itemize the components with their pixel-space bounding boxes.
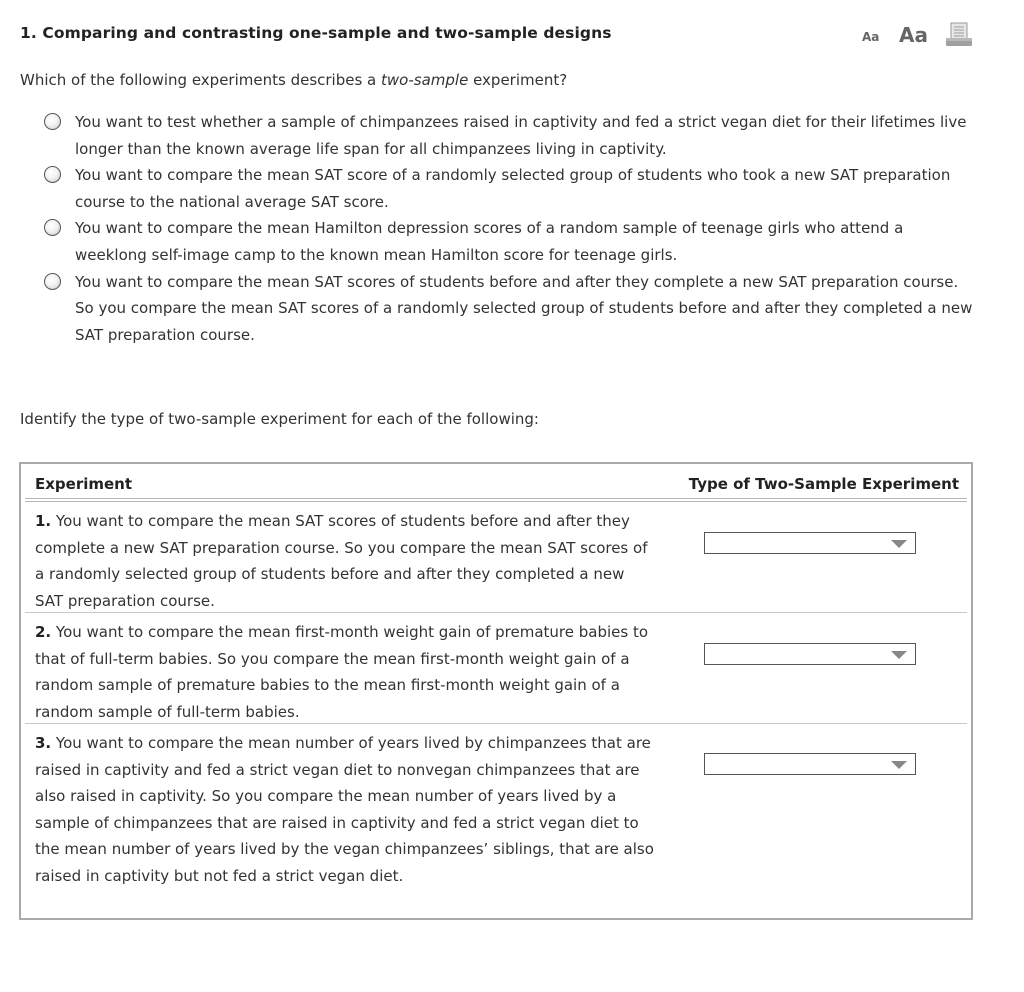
identify-prompt: Identify the type of two-sample experiment for each of the following: xyxy=(20,410,539,428)
experiment-cell: 1. You want to compare the mean SAT scores of students before and after they complete a new SAT preparation course. So you compare the mean SAT scores of a randomly selected group of students before and after they completed a new SAT preparation course. xyxy=(35,512,648,610)
increase-text-size-button[interactable]: Aa xyxy=(899,23,928,47)
experiment-cell: 2. You want to compare the mean first-month weight gain of premature babies to that of full-term babies. So you compare the mean first-month weight gain of a random sample of premature babies to the mean first-month weight gain of a random sample of full-term babies. xyxy=(35,623,649,721)
experiment-table xyxy=(19,462,973,920)
question-prompt: Which of the following experiments describes a two-sample experiment? xyxy=(20,71,568,89)
answer-options xyxy=(44,109,974,348)
decrease-text-size-button[interactable]: Aa xyxy=(862,30,880,44)
radio-button[interactable] xyxy=(44,273,61,290)
table-row xyxy=(25,613,967,723)
column-header-type: Type of Two-Sample Experiment xyxy=(688,475,959,493)
answer-option-text: You want to test whether a sample of chimpanzees raised in captivity and fed a strict vegan diet for their lifetimes live longer than the known average life span for all chimpanzees living in captivity. xyxy=(75,113,967,158)
chevron-down-icon xyxy=(891,651,907,659)
answer-option[interactable] xyxy=(44,215,974,268)
answer-option-text: You want to compare the mean SAT score of a randomly selected group of students who took a new SAT preparation course to the national average SAT score. xyxy=(75,166,951,211)
type-dropdown-3[interactable] xyxy=(704,753,916,775)
question-title: 1. Comparing and contrasting one-sample and two-sample designs xyxy=(20,24,612,42)
emphasis-two-sample: two-sample xyxy=(381,71,469,89)
chevron-down-icon xyxy=(891,540,907,548)
answer-option[interactable] xyxy=(44,162,974,215)
radio-button[interactable] xyxy=(44,219,61,236)
answer-option[interactable] xyxy=(44,109,974,162)
radio-button[interactable] xyxy=(44,113,61,130)
answer-option[interactable] xyxy=(44,269,974,349)
type-dropdown-2[interactable] xyxy=(704,643,916,665)
experiment-cell: 3. You want to compare the mean number of years lived by chimpanzees that are raised in captivity and fed a strict vegan diet to nonvegan chimpanzees that are also raised in captivity. So you compare the mean number of years lived by a sample of chimpanzees that are raised in captivity and fed a strict vegan diet to the mean number of years lived by the vegan chimpanzees’ siblings, that are also raised in captivity but not fed a strict vegan diet. xyxy=(35,734,654,885)
print-icon[interactable] xyxy=(944,22,974,48)
answer-option-text: You want to compare the mean SAT scores of students before and after they complete a new SAT preparation course. So you compare the mean SAT scores of a randomly selected group of students before and after they completed a new SAT preparation course. xyxy=(75,272,973,344)
type-dropdown-1[interactable] xyxy=(704,532,916,554)
chevron-down-icon xyxy=(891,761,907,769)
answer-option-text: You want to compare the mean Hamilton depression scores of a random sample of teenage girls who attend a weeklong self-image camp to the known mean Hamilton score for teenage girls. xyxy=(75,219,904,264)
radio-button[interactable] xyxy=(44,166,61,183)
table-row xyxy=(25,502,967,612)
column-header-experiment: Experiment xyxy=(35,475,133,493)
table-header xyxy=(21,464,971,500)
